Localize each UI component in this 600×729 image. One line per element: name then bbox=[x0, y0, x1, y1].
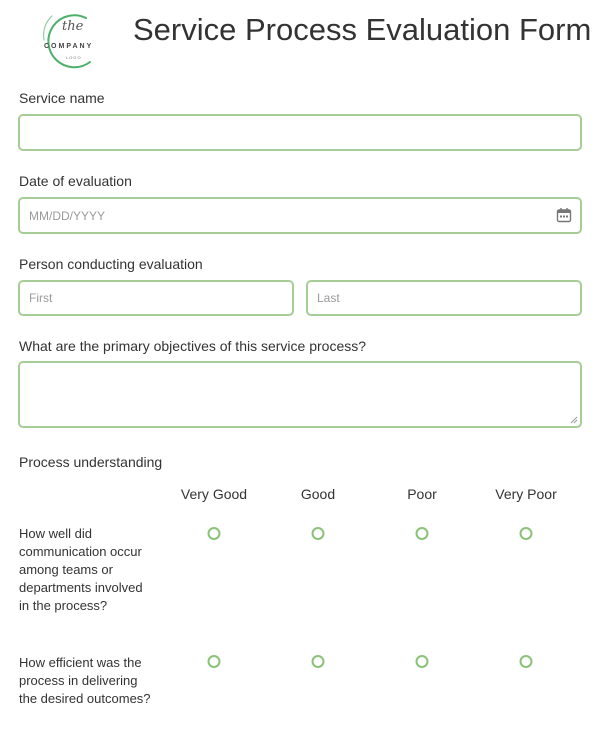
last-name-field[interactable] bbox=[306, 280, 582, 316]
radio-q1-poor[interactable] bbox=[416, 527, 429, 540]
logo-script-text: the bbox=[62, 19, 84, 34]
radio-q2-very-good[interactable] bbox=[208, 655, 221, 668]
calendar-icon[interactable] bbox=[556, 207, 572, 223]
radio-q2-poor[interactable] bbox=[416, 655, 429, 668]
resize-grip-icon[interactable] bbox=[570, 416, 578, 424]
radio-q1-very-good[interactable] bbox=[208, 527, 221, 540]
date-field[interactable] bbox=[18, 197, 582, 234]
form-title: Service Process Evaluation Form bbox=[133, 12, 592, 47]
date-label: Date of evaluation bbox=[19, 173, 132, 189]
objectives-field[interactable] bbox=[18, 361, 582, 428]
service-name-label: Service name bbox=[19, 90, 105, 106]
matrix-question-communication: How well did communication occur among teams or departments involved in the process? bbox=[19, 526, 143, 613]
column-header-very-good: Very Good bbox=[180, 486, 248, 502]
logo-wordmark: COMPANY bbox=[44, 43, 94, 50]
logo-subtext: LOGO bbox=[66, 55, 82, 60]
objectives-textarea[interactable] bbox=[20, 363, 580, 426]
column-header-poor: Poor bbox=[407, 486, 437, 502]
first-name-field[interactable] bbox=[18, 280, 294, 316]
service-name-field[interactable] bbox=[18, 114, 582, 151]
process-understanding-label: Process understanding bbox=[19, 454, 163, 470]
person-label: Person conducting evaluation bbox=[19, 256, 203, 272]
column-header-good: Good bbox=[300, 486, 336, 502]
service-name-input[interactable] bbox=[20, 116, 580, 149]
objectives-label: What are the primary objectives of this service process? bbox=[19, 338, 367, 354]
company-logo bbox=[36, 10, 106, 70]
column-header-very-poor: Very Poor bbox=[495, 486, 557, 502]
first-name-input[interactable] bbox=[20, 282, 292, 314]
radio-q2-very-poor[interactable] bbox=[520, 655, 533, 668]
matrix-question-efficiency: How efficient was the process in delivering the desired outcomes? bbox=[19, 655, 151, 706]
radio-q2-good[interactable] bbox=[312, 655, 325, 668]
radio-q1-good[interactable] bbox=[312, 527, 325, 540]
last-name-input[interactable] bbox=[308, 282, 580, 314]
date-input[interactable] bbox=[20, 199, 580, 232]
radio-q1-very-poor[interactable] bbox=[520, 527, 533, 540]
